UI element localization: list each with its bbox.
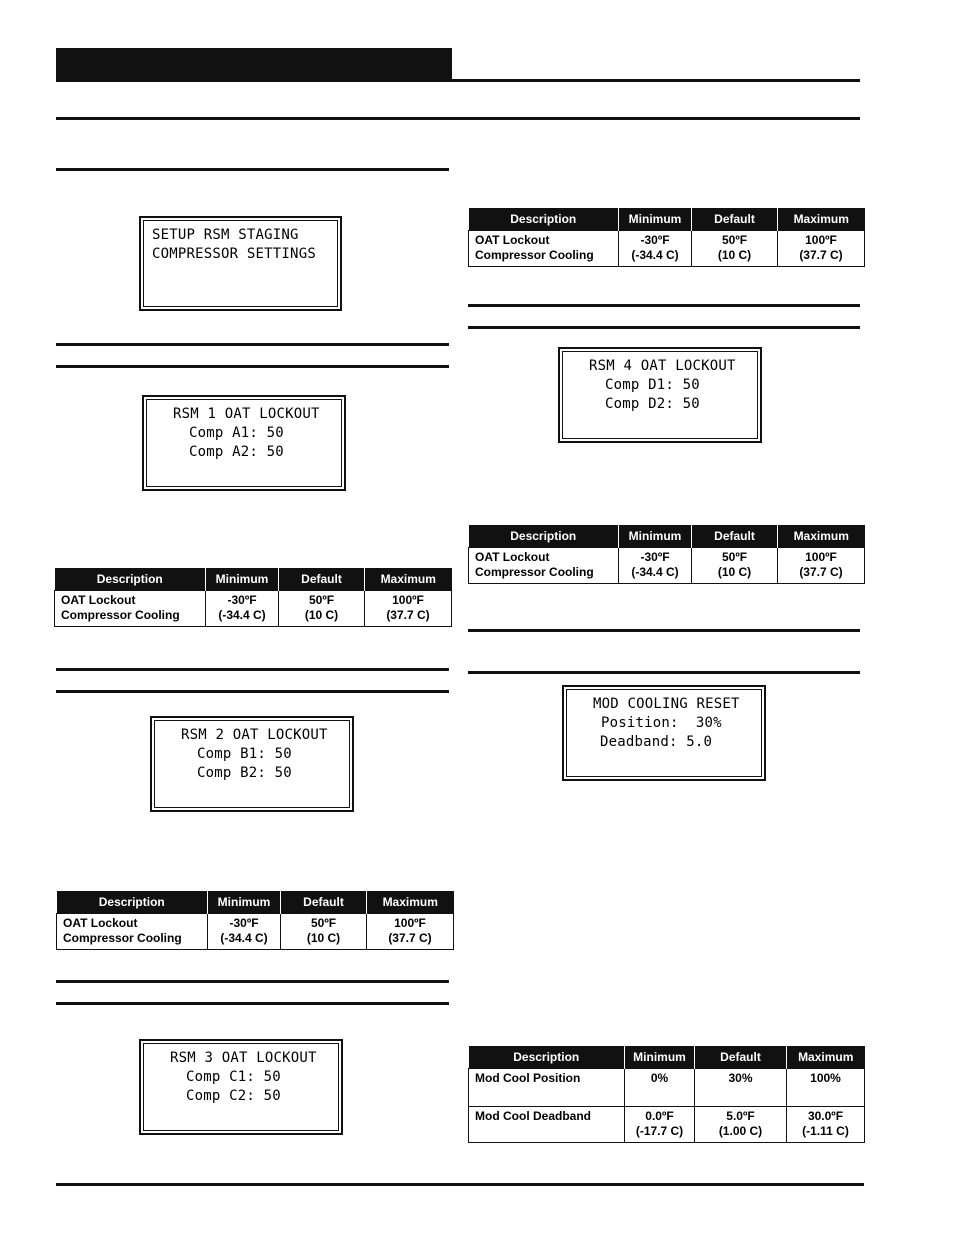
lcd-setup-rsm-staging bbox=[139, 216, 342, 311]
default-cell: 5.0ºF (1.00 C) bbox=[695, 1107, 787, 1143]
description-cell: OAT Lockout Compressor Cooling bbox=[57, 914, 208, 950]
lcd-line: SETUP RSM STAGING bbox=[152, 227, 299, 243]
table-row bbox=[469, 548, 865, 584]
header-rule bbox=[452, 79, 860, 82]
header-bar bbox=[56, 48, 452, 82]
minimum-cell: -30ºF (-34.4 C) bbox=[619, 231, 692, 267]
column-header-minimum: Minimum bbox=[619, 525, 692, 548]
default-cell: 50ºF (10 C) bbox=[279, 591, 365, 627]
column-header-description: Description bbox=[469, 1046, 625, 1069]
section-rule bbox=[56, 343, 449, 346]
oat-lockout-table bbox=[468, 525, 865, 584]
lcd-line: Comp A1: 50 bbox=[189, 425, 284, 441]
description-cell: Mod Cool Position bbox=[469, 1069, 625, 1107]
description-cell: OAT Lockout Compressor Cooling bbox=[469, 231, 619, 267]
maximum-cell: 100ºF (37.7 C) bbox=[778, 548, 865, 584]
section-rule bbox=[56, 980, 449, 983]
description-cell: Mod Cool Deadband bbox=[469, 1107, 625, 1143]
lcd-line: Comp B2: 50 bbox=[197, 765, 292, 781]
minimum-cell: 0.0ºF (-17.7 C) bbox=[625, 1107, 695, 1143]
description-cell: OAT Lockout Compressor Cooling bbox=[55, 591, 206, 627]
section-rule bbox=[468, 326, 860, 329]
section-rule bbox=[468, 629, 860, 632]
lcd-line: Comp D1: 50 bbox=[605, 377, 700, 393]
default-cell: 50ºF (10 C) bbox=[692, 231, 778, 267]
lcd-rsm3-oat-lockout bbox=[139, 1039, 343, 1135]
section-rule bbox=[56, 668, 449, 671]
lcd-line: Comp D2: 50 bbox=[605, 396, 700, 412]
minimum-cell: 0% bbox=[625, 1069, 695, 1107]
lcd-line: Comp C2: 50 bbox=[186, 1088, 281, 1104]
lcd-rsm2-oat-lockout bbox=[150, 716, 354, 812]
maximum-cell: 100% bbox=[787, 1069, 865, 1107]
lcd-rsm1-oat-lockout bbox=[142, 395, 346, 491]
section-rule bbox=[56, 690, 449, 693]
lcd-line: RSM 1 OAT LOCKOUT bbox=[173, 406, 320, 422]
lcd-line: Comp C1: 50 bbox=[186, 1069, 281, 1085]
column-header-default: Default bbox=[279, 568, 365, 591]
section-rule bbox=[56, 365, 449, 368]
column-header-default: Default bbox=[692, 208, 778, 231]
lcd-line: RSM 3 OAT LOCKOUT bbox=[170, 1050, 317, 1066]
section-rule bbox=[56, 1002, 449, 1005]
lcd-rsm4-oat-lockout bbox=[558, 347, 762, 443]
lcd-line: Comp A2: 50 bbox=[189, 444, 284, 460]
minimum-cell: -30ºF (-34.4 C) bbox=[206, 591, 279, 627]
column-header-default: Default bbox=[281, 891, 367, 914]
table-row bbox=[55, 591, 452, 627]
column-header-default: Default bbox=[692, 525, 778, 548]
lcd-line: Deadband: 5.0 bbox=[600, 734, 713, 750]
oat-lockout-table bbox=[54, 568, 452, 627]
section-rule bbox=[56, 168, 449, 171]
oat-lockout-table bbox=[468, 208, 865, 267]
column-header-maximum: Maximum bbox=[778, 525, 865, 548]
maximum-cell: 100ºF (37.7 C) bbox=[778, 231, 865, 267]
maximum-cell: 100ºF (37.7 C) bbox=[367, 914, 454, 950]
column-header-minimum: Minimum bbox=[619, 208, 692, 231]
lcd-line: COMPRESSOR SETTINGS bbox=[152, 246, 316, 262]
column-header-default: Default bbox=[695, 1046, 787, 1069]
column-header-maximum: Maximum bbox=[367, 891, 454, 914]
column-header-description: Description bbox=[469, 208, 619, 231]
column-header-maximum: Maximum bbox=[778, 208, 865, 231]
lcd-line: RSM 2 OAT LOCKOUT bbox=[181, 727, 328, 743]
oat-lockout-table bbox=[56, 891, 454, 950]
bottom-rule bbox=[56, 1183, 864, 1186]
table-row bbox=[57, 914, 454, 950]
default-cell: 50ºF (10 C) bbox=[692, 548, 778, 584]
column-header-description: Description bbox=[57, 891, 208, 914]
column-header-description: Description bbox=[55, 568, 206, 591]
default-cell: 30% bbox=[695, 1069, 787, 1107]
table-row bbox=[469, 1107, 865, 1143]
table-row bbox=[469, 231, 865, 267]
lcd-line: RSM 4 OAT LOCKOUT bbox=[589, 358, 736, 374]
section-rule bbox=[468, 304, 860, 307]
top-rule bbox=[56, 117, 860, 120]
column-header-minimum: Minimum bbox=[625, 1046, 695, 1069]
lcd-mod-cooling-reset bbox=[562, 685, 766, 781]
column-header-minimum: Minimum bbox=[208, 891, 281, 914]
mod-cooling-table bbox=[468, 1046, 865, 1143]
default-cell: 50ºF (10 C) bbox=[281, 914, 367, 950]
section-rule bbox=[468, 671, 860, 674]
table-row bbox=[469, 1069, 865, 1107]
lcd-line: Position: 30% bbox=[601, 715, 722, 731]
maximum-cell: 100ºF (37.7 C) bbox=[365, 591, 452, 627]
lcd-line: Comp B1: 50 bbox=[197, 746, 292, 762]
lcd-line: MOD COOLING RESET bbox=[593, 696, 740, 712]
minimum-cell: -30ºF (-34.4 C) bbox=[208, 914, 281, 950]
maximum-cell: 30.0ºF (-1.11 C) bbox=[787, 1107, 865, 1143]
column-header-maximum: Maximum bbox=[787, 1046, 865, 1069]
column-header-minimum: Minimum bbox=[206, 568, 279, 591]
description-cell: OAT Lockout Compressor Cooling bbox=[469, 548, 619, 584]
column-header-description: Description bbox=[469, 525, 619, 548]
column-header-maximum: Maximum bbox=[365, 568, 452, 591]
minimum-cell: -30ºF (-34.4 C) bbox=[619, 548, 692, 584]
